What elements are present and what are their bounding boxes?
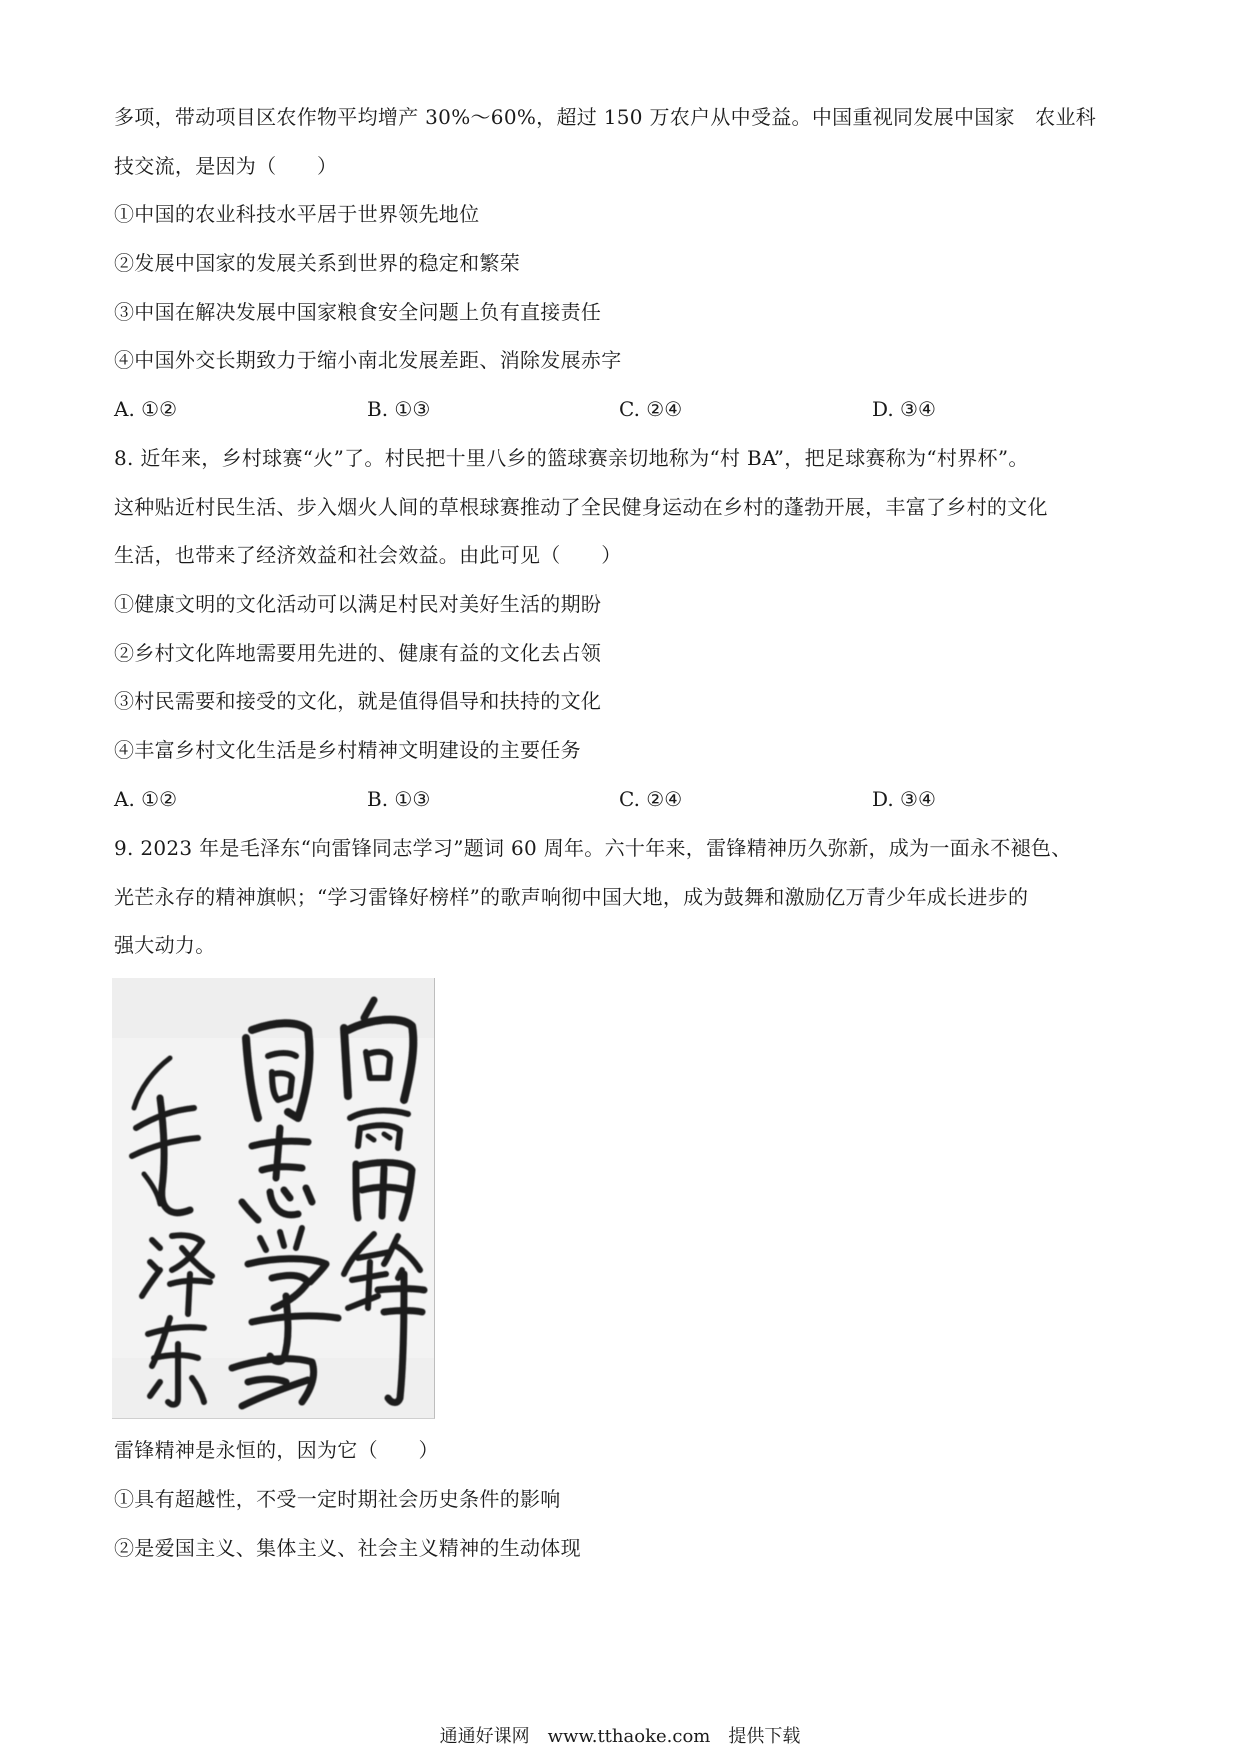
q7-text-line-2: 技交流，是因为（ ） [114, 154, 338, 178]
q7-option-d: D. ③④ [872, 397, 936, 421]
q8-options [114, 785, 1014, 813]
q7-option-a: A. ①② [114, 397, 178, 421]
q7-item-4: ④中国外交长期致力于缩小南北发展差距、消除发展赤字 [114, 348, 622, 372]
q7-options [114, 395, 1014, 423]
q9-text-line-1: 9. 2023 年是毛泽东“向雷锋同志学习”题词 60 周年。六十年来，雷锋精神历久弥新，成为一面永不褪色、 [114, 836, 1072, 860]
q9-item-2: ②是爱国主义、集体主义、社会主义精神的生动体现 [114, 1536, 581, 1560]
q8-item-3: ③村民需要和接受的文化，就是值得倡导和扶持的文化 [114, 689, 602, 713]
q7-item-3: ③中国在解决发展中国家粮食安全问题上负有直接责任 [114, 300, 602, 324]
q9-text-line-2: 光芒永存的精神旗帜；“学习雷锋好榜样”的歌声响彻中国大地，成为鼓舞和激励亿万青少年成长进步的 [114, 885, 1029, 909]
q9-text-line-3: 强大动力。 [114, 933, 216, 957]
q8-option-a: A. ①② [114, 787, 178, 811]
q8-item-1: ①健康文明的文化活动可以满足村民对美好生活的期盼 [114, 592, 602, 616]
page-footer: 通通好课网 www.tthaoke.com 提供下载 [439, 1726, 801, 1747]
q8-text-line-2: 这种贴近村民生活、步入烟火人间的草根球赛推动了全民健身运动在乡村的蓬勃开展，丰富了乡村的文化 [114, 495, 1048, 519]
q8-option-c: C. ②④ [619, 787, 683, 811]
q7-item-1: ①中国的农业科技水平居于世界领先地位 [114, 202, 480, 226]
q8-item-2: ②乡村文化阵地需要用先进的、健康有益的文化去占领 [114, 641, 602, 665]
q7-option-c: C. ②④ [619, 397, 683, 421]
q7-text-line-1: 多项，带动项目区农作物平均增产 30%～60%，超过 150 万农户从中受益。中国重视同发展中国家 农业科 [114, 105, 1097, 129]
q8-option-d: D. ③④ [872, 787, 936, 811]
q8-item-4: ④丰富乡村文化生活是乡村精神文明建设的主要任务 [114, 738, 581, 762]
q8-text-line-1: 8. 近年来，乡村球赛“火”了。村民把十里八乡的篮球赛亲切地称为“村 BA”，把足球赛称为“村界杯”。 [114, 446, 1029, 470]
q7-option-b: B. ①③ [367, 397, 431, 421]
q7-item-2: ②发展中国家的发展关系到世界的稳定和繁荣 [114, 251, 520, 275]
q8-text-line-3: 生活，也带来了经济效益和社会效益。由此可见（ ） [114, 543, 622, 567]
q9-stem: 雷锋精神是永恒的，因为它（ ） [114, 1438, 439, 1462]
q9-item-1: ①具有超越性，不受一定时期社会历史条件的影响 [114, 1487, 561, 1511]
q8-option-b: B. ①③ [367, 787, 431, 811]
calligraphy-inscription-image [112, 978, 435, 1419]
